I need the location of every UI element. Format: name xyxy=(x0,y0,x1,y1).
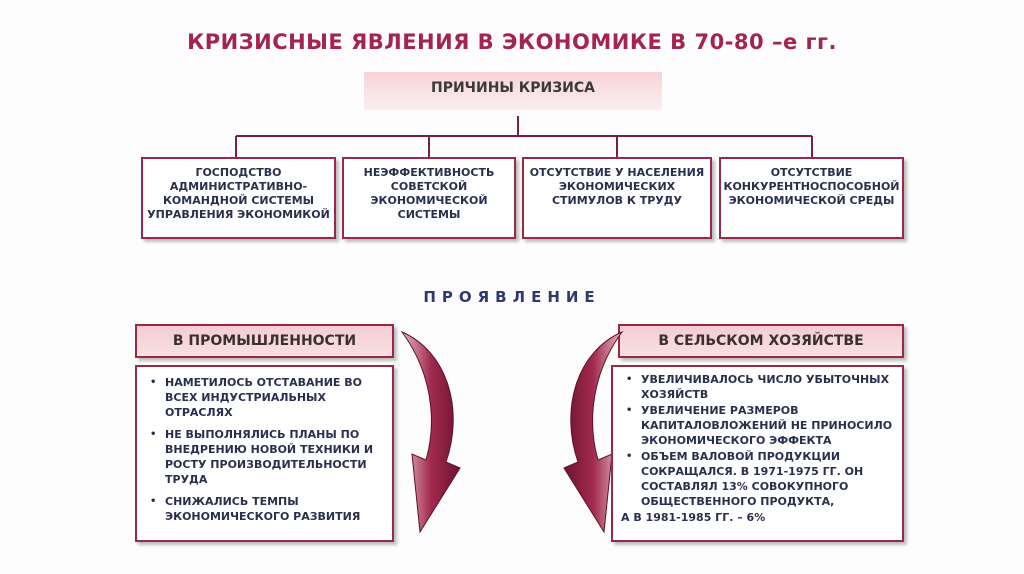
cause-text-2: НЕЭФФЕКТИВНОСТЬ СОВЕТСКОЙ ЭКОНОМИЧЕСКОЙ СИСТЕМЫ xyxy=(363,166,495,221)
cause-box-3 xyxy=(522,157,712,239)
industry-item-2: НЕ ВЫПОЛНЯЛИСЬ ПЛАНЫ ПО ВНЕДРЕНИЮ НОВОЙ ТЕХНИКИ И РОСТУ ПРОИЗВОДИТЕЛЬНОСТИ ТРУДА xyxy=(165,428,374,486)
industry-header: В ПРОМЫШЛЕННОСТИ xyxy=(135,324,394,358)
list-item xyxy=(621,403,894,448)
bullet-icon: • xyxy=(150,377,157,388)
agriculture-header: В СЕЛЬСКОМ ХОЗЯЙСТВЕ xyxy=(618,324,904,358)
bullet-icon: • xyxy=(626,451,633,462)
agriculture-box xyxy=(611,365,904,542)
bullet-icon: • xyxy=(626,374,633,385)
cause-text-4: ОТСУТСТВИЕ КОНКУРЕНТНОСПОСОБНОЙ ЭКОНОМИЧЕСКОЙ СРЕДЫ xyxy=(723,166,900,207)
list-item xyxy=(621,449,894,509)
bullet-icon: • xyxy=(150,429,157,440)
list-item xyxy=(145,427,384,487)
agriculture-item-1: УВЕЛИЧИВАЛОСЬ ЧИСЛО УБЫТОЧНЫХ ХОЗЯЙСТВ xyxy=(641,373,890,401)
agriculture-tail-text: А В 1981-1985 ГГ. – 6% xyxy=(621,511,766,524)
list-item xyxy=(145,494,384,524)
causes-header: ПРИЧИНЫ КРИЗИСА xyxy=(364,72,662,110)
cause-text-1: ГОСПОДСТВО АДМИНИСТРАТИВНО-КОМАНДНОЙ СИСТЕМЫ УПРАВЛЕНИЯ ЭКОНОМИКОЙ xyxy=(147,166,330,221)
cause-box-4 xyxy=(719,157,904,239)
list-item xyxy=(145,375,384,420)
page-title: КРИЗИСНЫЕ ЯВЛЕНИЯ В ЭКОНОМИКЕ В 70-80 –е гг. xyxy=(187,30,837,54)
manifestation-heading: ПРОЯВЛЕНИЕ xyxy=(423,288,601,306)
curved-arrow-left-icon xyxy=(398,330,468,540)
agriculture-item-3: ОБЪЕМ ВАЛОВОЙ ПРОДУКЦИИ СОКРАЩАЛСЯ. В 1971-1975 ГГ. ОН СОСТАВЛЯЛ 13% СОВОКУПНОГО ОБЩЕСТВЕННОГО ПРОДУКТА, xyxy=(641,450,864,508)
cause-box-2 xyxy=(342,157,516,239)
agriculture-item-2: УВЕЛИЧЕНИЕ РАЗМЕРОВ КАПИТАЛОВЛОЖЕНИЙ НЕ ПРИНОСИЛО ЭКОНОМИЧЕСКОГО ЭФФЕКТА xyxy=(641,404,893,447)
industry-box xyxy=(135,365,394,542)
bullet-icon: • xyxy=(626,405,633,416)
list-item xyxy=(621,372,894,402)
agriculture-list xyxy=(613,367,902,509)
industry-list xyxy=(137,367,392,524)
industry-item-3: СНИЖАЛИСЬ ТЕМПЫ ЭКОНОМИЧЕСКОГО РАЗВИТИЯ xyxy=(165,495,361,523)
cause-text-3: ОТСУТСТВИЕ У НАСЕЛЕНИЯ ЭКОНОМИЧЕСКИХ СТИМУЛОВ К ТРУДУ xyxy=(529,166,705,207)
cause-box-1 xyxy=(141,157,336,239)
industry-item-1: НАМЕТИЛОСЬ ОТСТАВАНИЕ ВО ВСЕХ ИНДУСТРИАЛЬНЫХ ОТРАСЛЯХ xyxy=(165,376,362,419)
bullet-icon: • xyxy=(150,496,157,507)
